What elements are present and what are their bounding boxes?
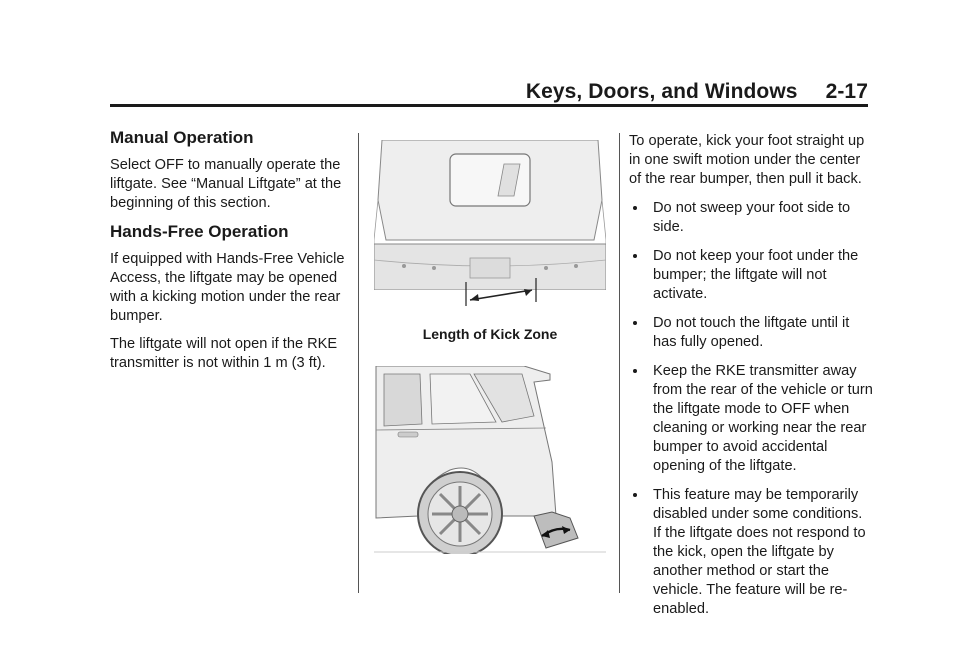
page-header: [110, 78, 868, 104]
instruction-list: [629, 199, 873, 619]
bullet-icon: [633, 206, 637, 210]
list-item: Do not sweep your foot side to side.: [629, 199, 873, 237]
list-item: Keep the RKE transmitter away from the rear of the vehicle or turn the liftgate mode to OFF when cleaning or working near the rear bumper to avoid accidental opening of the liftgate.: [629, 362, 873, 476]
bullet-icon: [633, 369, 637, 373]
page-number: 2-17: [825, 80, 868, 103]
paragraph-hands-free-1: If equipped with Hands-Free Vehicle Access, the liftgate may be opened with a kicking motion under the rear bumper.: [110, 251, 345, 324]
header-rule: [110, 104, 868, 107]
paragraph-operate-intro: To operate, kick your foot straight up in one swift motion under the center of the rear bumper, then pull it back.: [629, 133, 865, 187]
column-divider-right: [619, 133, 620, 593]
list-item: Do not touch the liftgate until it has fully opened.: [629, 314, 873, 352]
paragraph-hands-free-2: The liftgate will not open if the RKE transmitter is not within 1 m (3 ft).: [110, 336, 338, 371]
list-item: Do not keep your foot under the bumper; the liftgate will not activate.: [629, 247, 873, 304]
column-divider-left: [358, 133, 359, 593]
figure-caption: Length of Kick Zone: [422, 326, 558, 342]
column-right: [629, 132, 873, 629]
section-title: Keys, Doors, and Windows: [525, 80, 798, 103]
bullet-icon: [633, 321, 637, 325]
bullet-icon: [633, 493, 637, 497]
rear-vehicle-kick-illustration: [374, 366, 606, 554]
list-item: This feature may be temporarily disabled under some conditions. If the liftgate does not respond to the kick, open the liftgate by another method or start the vehicle. The feature will be re-enabled.: [629, 486, 873, 619]
bullet-icon: [633, 254, 637, 258]
bumper-illustration: [374, 140, 606, 308]
paragraph-manual-operation: Select OFF to manually operate the liftgate. See “Manual Liftgate” at the beginning of this section.: [110, 157, 342, 211]
column-left: [110, 128, 348, 382]
heading-hands-free-operation: Hands-Free Operation: [110, 222, 289, 241]
heading-manual-operation: Manual Operation: [110, 128, 254, 147]
